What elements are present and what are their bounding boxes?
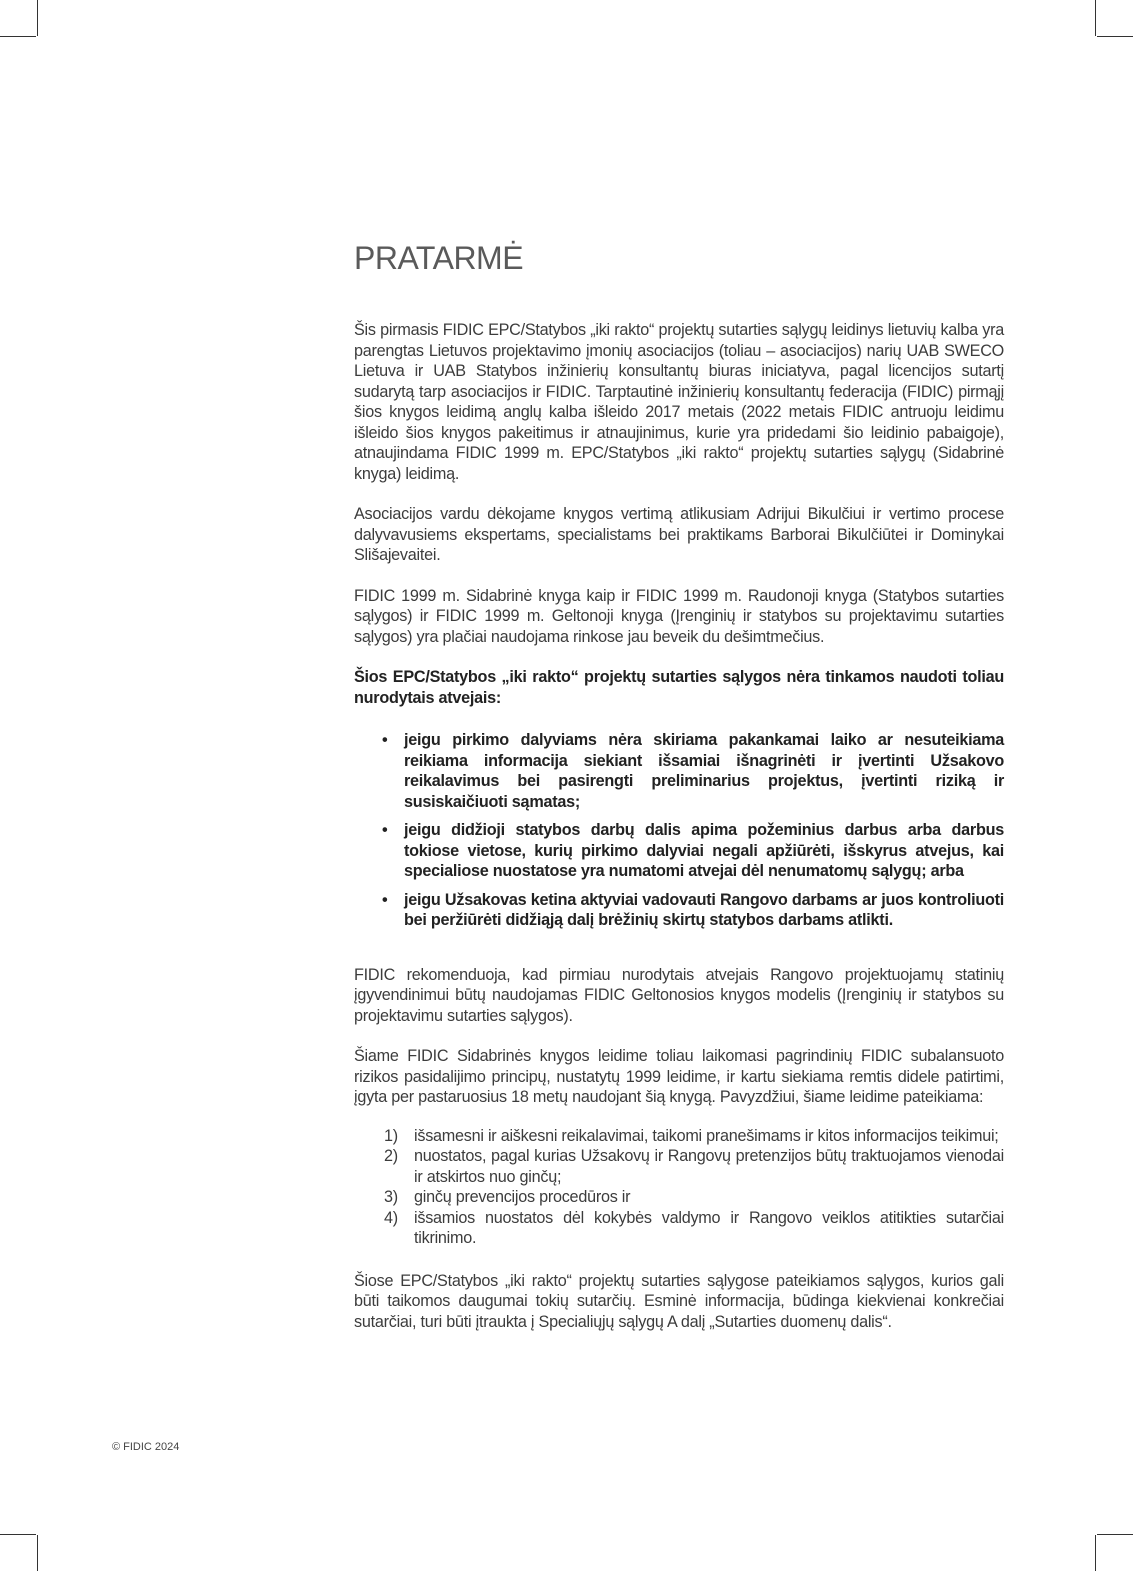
bullet-icon: •	[382, 890, 388, 909]
list-item	[354, 1208, 1004, 1249]
list-item	[354, 1146, 1004, 1187]
paragraph-final: Šiose EPC/Statybos „iki rakto“ projektų sutarties sąlygose pateikiamos sąlygos, kurios gali būti taikomos daugumai tokių sutarčių. Esminė informacija, būdinga kiekvienai konkrečiai sutarčiai, turi būti įtraukta į Specialiųjų sąlygų A dalį „Sutarties duomenų dalis“.	[354, 1271, 1004, 1331]
page-title: PRATARMĖ	[354, 240, 524, 276]
list-item-text: jeigu Užsakovas ketina aktyviai vadovauti Rangovo darbams ar juos kontroliuoti bei peržiūrėti didžiąją dalį brėžinių skirtų statybos darbams atlikti.	[404, 890, 1004, 929]
bullet-list	[354, 730, 1004, 931]
crop-mark	[1095, 1535, 1096, 1571]
list-item	[354, 890, 1004, 931]
list-item-text: jeigu pirkimo dalyviams nėra skiriama pakankamai laiko ar nesuteikiama reikiama informacija siekiant išsamiai išnagrinėti ir įvertinti Užsakovo reikalavimus bei pasirengti preliminarius projektus, įvertinti riziką ir susiskaičiuoti sąmatas;	[404, 731, 1004, 811]
crop-mark	[37, 1535, 38, 1571]
list-item	[354, 1187, 1004, 1208]
bullet-icon: •	[382, 731, 388, 749]
list-item-text: ginčų prevencijos procedūros ir	[414, 1188, 631, 1206]
crop-mark	[1097, 1534, 1133, 1535]
paragraph-not-suitable: Šios EPC/Statybos „iki rakto“ projektų sutarties sąlygos nėra tinkamos naudoti toliau nurodytais atvejais:	[354, 668, 1004, 707]
list-number: 4)	[384, 1208, 398, 1227]
paragraph-edition: Šiame FIDIC Sidabrinės knygos leidime toliau laikomasi pagrindinių FIDIC subalansuoto rizikos pasidalijimo principų, nustatytų 1999 leidime, ir kartu siekiama remtis didele patirtimi, įgyta per pastaruosius 18 metų naudojant šią knygą. Pavyzdžiui, šiame leidime pateikiama:	[354, 1047, 1004, 1106]
crop-mark	[1097, 36, 1133, 37]
list-item-text: nuostatos, pagal kurias Užsakovų ir Rangovų pretenzijos būtų traktuojamos vienodai ir atskirtos nuo ginčų;	[414, 1147, 1004, 1186]
list-item-text: jeigu didžioji statybos darbų dalis apima požeminius darbus arba darbus tokiose vietose, kurių pirkimo dalyviai negali apžiūrėti, išskyrus atvejus, kai specialiose nuostatose yra numatomi atvejai dėl nenumatomų sąlygų; arba	[404, 821, 1004, 880]
list-item	[354, 820, 1004, 882]
paragraph-thanks: Asociacijos vardu dėkojame knygos vertimą atlikusiam Adrijui Bikulčiui ir vertimo procese dalyvavusiems ekspertams, specialistams bei praktikams Barborai Bikulčiūtei ir Dominykai Slišajevaitei.	[354, 505, 1004, 564]
list-item-text: išsamios nuostatos dėl kokybės valdymo ir Rangovo veiklos atitikties sutarčiai tikrinimo.	[414, 1208, 1004, 1247]
list-item	[354, 730, 1004, 812]
paragraph-books: FIDIC 1999 m. Sidabrinė knyga kaip ir FIDIC 1999 m. Raudonoji knyga (Statybos sutarties sąlygos) ir FIDIC 1999 m. Geltonoji knyga (Įrenginių ir statybos su projektavimu sutarties sąlygos) yra plačiai naudojama rinkose jau beveik du dešimtmečius.	[354, 586, 1004, 646]
crop-mark	[37, 0, 38, 36]
numbered-list	[354, 1126, 1004, 1249]
list-number: 2)	[384, 1147, 398, 1165]
bullet-icon: •	[382, 821, 388, 839]
document-body	[354, 320, 1004, 1352]
list-number: 1)	[384, 1126, 398, 1145]
crop-mark	[1095, 0, 1096, 36]
copyright-footer: © FIDIC 2024	[112, 1441, 180, 1453]
list-number: 3)	[384, 1188, 398, 1206]
paragraph-recommendation: FIDIC rekomenduoja, kad pirmiau nurodytais atvejais Rangovo projektuojamų statinių įgyvendinimui būtų naudojamas FIDIC Geltonosios knygos modelis (Įrenginių ir statybos su projektavimu sutarties sąlygos).	[354, 965, 1004, 1025]
crop-mark	[0, 1534, 36, 1535]
crop-mark	[0, 36, 36, 37]
list-item	[354, 1126, 1004, 1147]
paragraph-intro: Šis pirmasis FIDIC EPC/Statybos „iki rakto“ projektų sutarties sąlygų leidinys lietuvių kalba yra parengtas Lietuvos projektavimo įmonių asociacijos (toliau – asociacijos) narių UAB SWECO Lietuva ir UAB Statybos inžinierių konsultantų biuras iniciatyva, pagal licencijos sutartį sudarytą tarp asociacijos ir FIDIC. Tarptautinė inžinierių konsultantų federacija (FIDIC) pirmąjį šios knygos leidimą anglų kalba išleido 2017 metais (2022 metais FIDIC antruoju leidimu išleido šios knygos pakeitimus ir atnaujinimus, kurie yra pridedami šio leidinio pabaigoje), atnaujindama FIDIC 1999 m. EPC/Statybos „iki rakto“ projektų sutarties sąlygų (Sidabrinė knyga) leidimą.	[354, 321, 1004, 483]
list-item-text: išsamesni ir aiškesni reikalavimai, taikomi pranešimams ir kitos informacijos teikimui;	[414, 1126, 999, 1145]
